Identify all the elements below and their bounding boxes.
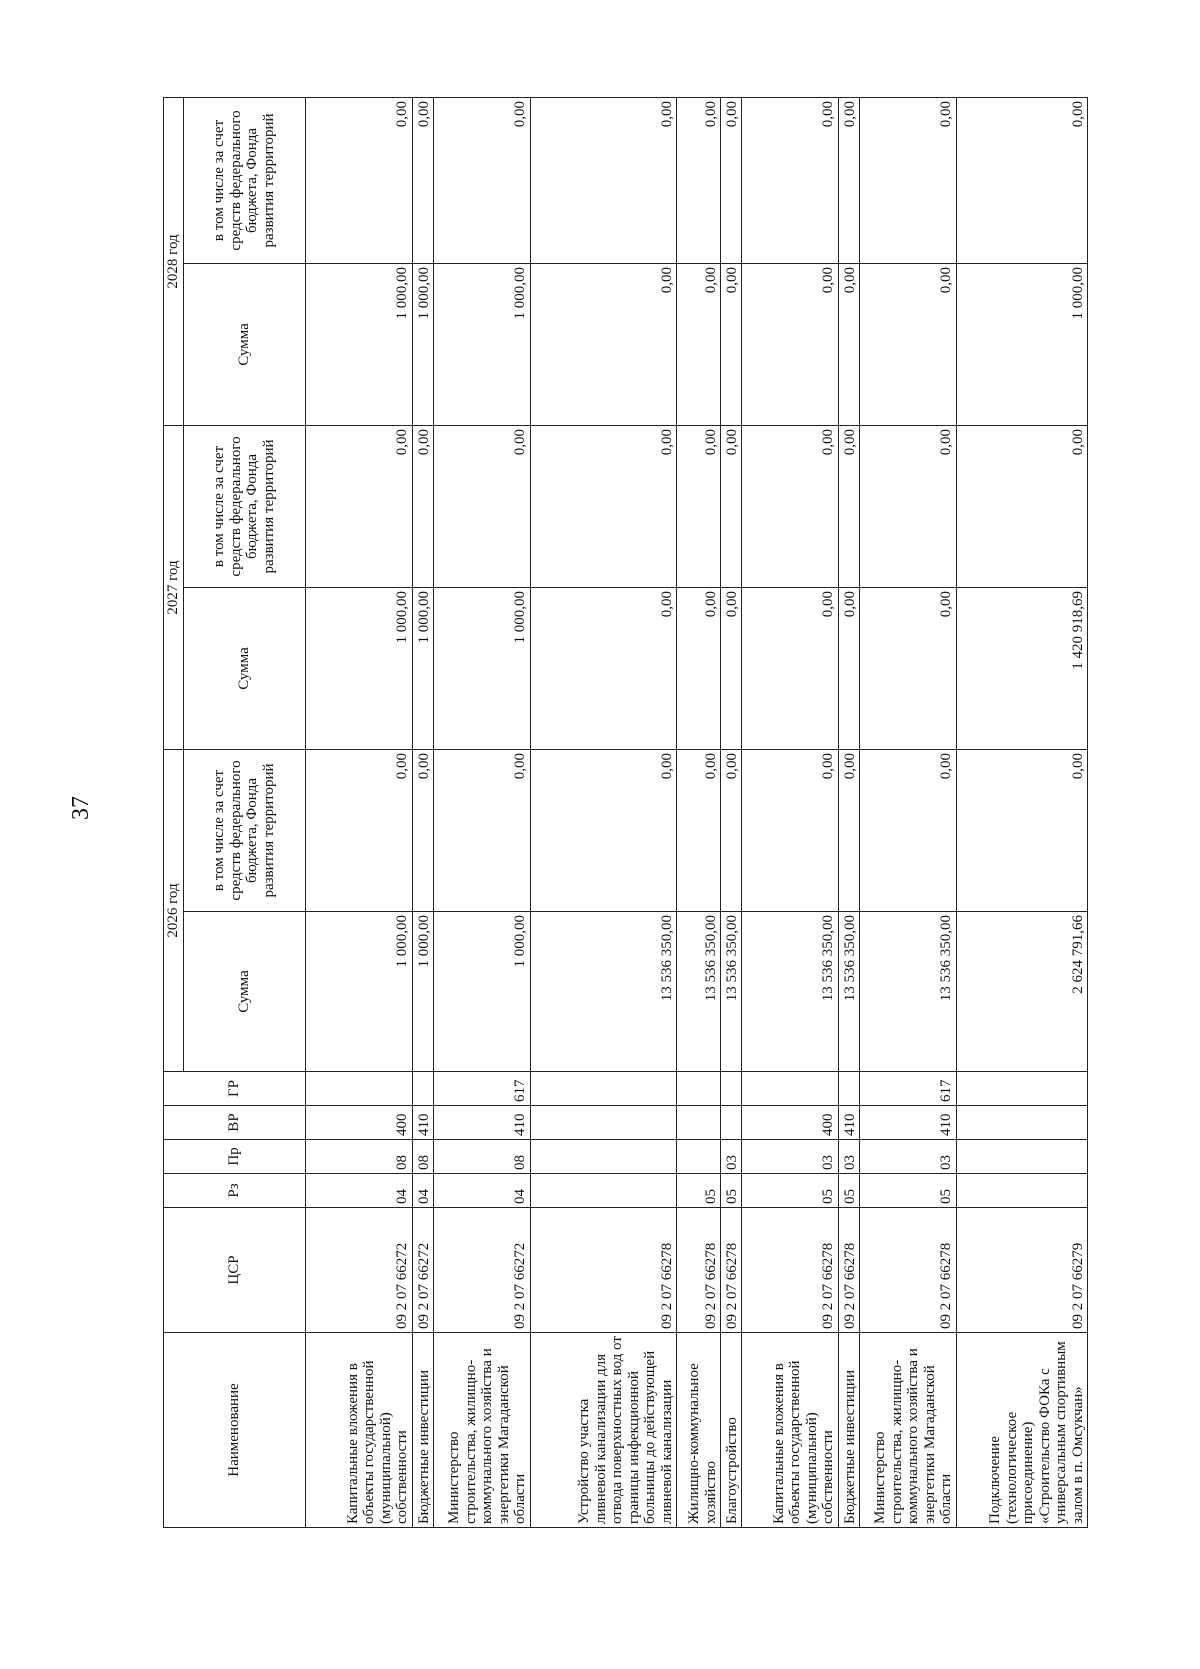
cell-gr: 617	[860, 1072, 956, 1106]
cell-csr: 09 2 07 66272	[305, 1208, 412, 1333]
cell-s2026: 2 624 791,66	[956, 912, 1087, 1072]
cell-s2026: 1 000,00	[434, 912, 530, 1072]
cell-f2026: 0,00	[305, 749, 412, 911]
cell-f2027: 0,00	[860, 425, 956, 587]
cell-pr: 03	[742, 1140, 838, 1174]
cell-s2027: 1 420 918,69	[956, 587, 1087, 749]
cell-gr	[677, 1072, 721, 1106]
cell-s2026: 13 536 350,00	[530, 912, 677, 1072]
cell-f2028: 0,00	[434, 97, 530, 263]
cell-name: Благоустройство	[721, 1333, 742, 1528]
cell-f2028: 0,00	[530, 97, 677, 263]
cell-f2027: 0,00	[956, 425, 1087, 587]
cell-s2026: 13 536 350,00	[742, 912, 838, 1072]
cell-rz: 04	[305, 1174, 412, 1208]
cell-f2026: 0,00	[412, 749, 433, 911]
cell-f2028: 0,00	[412, 97, 433, 263]
cell-s2028: 0,00	[838, 263, 859, 425]
cell-vr: 410	[434, 1106, 530, 1140]
cell-csr: 09 2 07 66278	[860, 1208, 956, 1333]
header-csr: ЦСР	[164, 1208, 306, 1333]
cell-rz: 04	[434, 1174, 530, 1208]
cell-s2027: 0,00	[530, 587, 677, 749]
budget-table	[163, 97, 1088, 1528]
cell-f2028: 0,00	[721, 97, 742, 263]
cell-f2026: 0,00	[860, 749, 956, 911]
cell-f2026: 0,00	[838, 749, 859, 911]
cell-vr	[677, 1106, 721, 1140]
cell-csr: 09 2 07 66278	[721, 1208, 742, 1333]
cell-f2026: 0,00	[677, 749, 721, 911]
cell-csr: 09 2 07 66278	[838, 1208, 859, 1333]
cell-gr	[412, 1072, 433, 1106]
cell-vr: 400	[305, 1106, 412, 1140]
cell-s2026: 13 536 350,00	[838, 912, 859, 1072]
cell-csr: 09 2 07 66272	[434, 1208, 530, 1333]
table-row	[530, 97, 677, 1527]
table-row	[677, 97, 721, 1527]
cell-csr: 09 2 07 66278	[530, 1208, 677, 1333]
cell-f2027: 0,00	[305, 425, 412, 587]
cell-pr	[956, 1140, 1087, 1174]
table-row	[860, 97, 956, 1527]
header-fed: в том числе за счет средств федерального бюджета, Фонда развития территорий	[183, 97, 305, 263]
table-body	[305, 97, 1088, 1527]
cell-s2027: 0,00	[677, 587, 721, 749]
cell-vr: 400	[742, 1106, 838, 1140]
cell-pr: 03	[838, 1140, 859, 1174]
table-row	[434, 97, 530, 1527]
cell-vr	[530, 1106, 677, 1140]
header-year-2026: 2026 год	[164, 749, 184, 1071]
cell-name: Капитальные вложения в объекты государственной (муниципальной) собственности	[742, 1333, 838, 1528]
header-pr: Пр	[164, 1140, 306, 1174]
cell-name: Бюджетные инвестиции	[838, 1333, 859, 1528]
header-year-2027: 2027 год	[164, 425, 184, 749]
table-row	[412, 97, 433, 1527]
cell-s2028: 1 000,00	[305, 263, 412, 425]
cell-s2028: 0,00	[721, 263, 742, 425]
cell-s2026: 13 536 350,00	[860, 912, 956, 1072]
cell-vr: 410	[860, 1106, 956, 1140]
cell-f2027: 0,00	[677, 425, 721, 587]
header-fed: в том числе за счет средств федерального бюджета, Фонда развития территорий	[183, 749, 305, 911]
header-vr: ВР	[164, 1106, 306, 1140]
cell-s2026: 13 536 350,00	[677, 912, 721, 1072]
cell-f2026: 0,00	[434, 749, 530, 911]
cell-csr: 09 2 07 66278	[677, 1208, 721, 1333]
cell-name: Жилищно-коммунальное хозяйство	[677, 1333, 721, 1528]
cell-vr	[956, 1106, 1087, 1140]
cell-f2028: 0,00	[742, 97, 838, 263]
cell-s2027: 0,00	[721, 587, 742, 749]
header-sum: Сумма	[183, 587, 305, 749]
cell-name: Устройство участка ливневой канализации для отвода поверхностных вод от границы инфекционной больницы до действующей ливневой канализации	[530, 1333, 677, 1528]
cell-s2027: 1 000,00	[305, 587, 412, 749]
cell-f2026: 0,00	[530, 749, 677, 911]
cell-name: Министерство строительства, жилищно-коммунального хозяйства и энергетики Магаданской области	[860, 1333, 956, 1528]
cell-s2027: 1 000,00	[412, 587, 433, 749]
header-sum: Сумма	[183, 263, 305, 425]
cell-f2027: 0,00	[530, 425, 677, 587]
cell-f2028: 0,00	[860, 97, 956, 263]
cell-csr: 09 2 07 66272	[412, 1208, 433, 1333]
cell-s2028: 0,00	[530, 263, 677, 425]
cell-vr	[721, 1106, 742, 1140]
cell-csr: 09 2 07 66279	[956, 1208, 1087, 1333]
cell-csr: 09 2 07 66278	[742, 1208, 838, 1333]
cell-vr: 410	[412, 1106, 433, 1140]
cell-rz: 05	[860, 1174, 956, 1208]
cell-gr	[742, 1072, 838, 1106]
cell-f2027: 0,00	[412, 425, 433, 587]
cell-name: Капитальные вложения в объекты государственной (муниципальной) собственности	[305, 1333, 412, 1528]
cell-pr: 08	[412, 1140, 433, 1174]
cell-s2028: 0,00	[677, 263, 721, 425]
cell-f2027: 0,00	[721, 425, 742, 587]
cell-f2028: 0,00	[838, 97, 859, 263]
table-row	[721, 97, 742, 1527]
cell-s2028: 1 000,00	[434, 263, 530, 425]
cell-gr	[956, 1072, 1087, 1106]
cell-f2026: 0,00	[721, 749, 742, 911]
cell-pr: 03	[721, 1140, 742, 1174]
cell-gr	[838, 1072, 859, 1106]
cell-s2026: 1 000,00	[412, 912, 433, 1072]
cell-f2027: 0,00	[742, 425, 838, 587]
cell-pr: 03	[860, 1140, 956, 1174]
cell-name: Подключение (технологическое присоединение) «Строительство ФОКа с универсальным спортивным залом в п. Омсукчан»	[956, 1333, 1087, 1528]
cell-rz: 05	[721, 1174, 742, 1208]
table-row	[305, 97, 412, 1527]
header-name: Наименование	[164, 1333, 306, 1528]
cell-f2027: 0,00	[434, 425, 530, 587]
cell-s2027: 0,00	[742, 587, 838, 749]
cell-rz	[530, 1174, 677, 1208]
cell-gr	[721, 1072, 742, 1106]
cell-rz: 05	[677, 1174, 721, 1208]
cell-s2027: 0,00	[860, 587, 956, 749]
header-row-years	[164, 97, 184, 1527]
rotated-table-container	[163, 98, 1088, 1528]
cell-rz	[956, 1174, 1087, 1208]
cell-gr	[305, 1072, 412, 1106]
cell-s2028: 1 000,00	[956, 263, 1087, 425]
cell-rz: 05	[742, 1174, 838, 1208]
cell-pr	[530, 1140, 677, 1174]
cell-name: Бюджетные инвестиции	[412, 1333, 433, 1528]
cell-rz: 04	[412, 1174, 433, 1208]
header-sum: Сумма	[183, 912, 305, 1072]
cell-f2028: 0,00	[956, 97, 1087, 263]
cell-gr	[530, 1072, 677, 1106]
cell-s2028: 0,00	[860, 263, 956, 425]
cell-name: Министерство строительства, жилищно-коммунального хозяйства и энергетики Магаданской области	[434, 1333, 530, 1528]
cell-s2026: 1 000,00	[305, 912, 412, 1072]
cell-f2028: 0,00	[677, 97, 721, 263]
header-rz: Рз	[164, 1174, 306, 1208]
cell-pr: 08	[434, 1140, 530, 1174]
table-row	[742, 97, 838, 1527]
header-year-2028: 2028 год	[164, 97, 184, 425]
cell-s2028: 1 000,00	[412, 263, 433, 425]
cell-rz: 05	[838, 1174, 859, 1208]
table-row	[956, 97, 1087, 1527]
cell-f2027: 0,00	[838, 425, 859, 587]
cell-f2028: 0,00	[305, 97, 412, 263]
cell-pr	[677, 1140, 721, 1174]
cell-vr: 410	[838, 1106, 859, 1140]
header-fed: в том числе за счет средств федерального бюджета, Фонда развития территорий	[183, 425, 305, 587]
cell-s2027: 1 000,00	[434, 587, 530, 749]
cell-f2026: 0,00	[742, 749, 838, 911]
cell-s2028: 0,00	[742, 263, 838, 425]
table-row	[838, 97, 859, 1527]
cell-f2026: 0,00	[956, 749, 1087, 911]
cell-gr: 617	[434, 1072, 530, 1106]
header-gr: ГР	[164, 1072, 306, 1106]
cell-s2027: 0,00	[838, 587, 859, 749]
cell-s2026: 13 536 350,00	[721, 912, 742, 1072]
page-number: 37	[68, 796, 94, 820]
cell-pr: 08	[305, 1140, 412, 1174]
